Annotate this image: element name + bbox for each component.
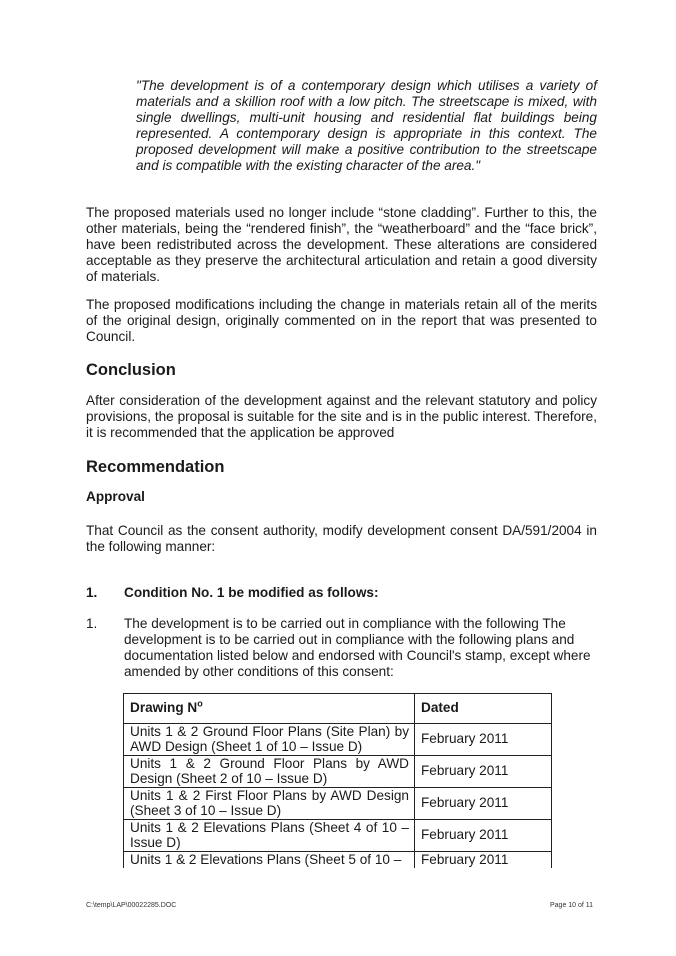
- sub-item-number: 1.: [86, 616, 98, 631]
- modifications-paragraph: The proposed modifications including the change in materials retain all of the merits of the original design, originally commented on in the report that was presented to Council.: [86, 297, 597, 344]
- table-row: [124, 852, 552, 869]
- drawing-cell: Units 1 & 2 Elevations Plans (Sheet 5 of 10 –: [124, 852, 415, 869]
- footer-page-number: Page 10 of 11: [550, 902, 594, 909]
- conclusion-heading: Conclusion: [86, 361, 176, 379]
- recommendation-heading: Recommendation: [86, 458, 225, 476]
- drawings-table: [123, 693, 552, 868]
- sub-item-text: The development is to be carried out in compliance with the following The development is to be carried out in compliance with the following plans and documentation listed below and endorsed with Council's stamp, except where amended by other conditions of this consent:: [124, 616, 591, 679]
- quoted-assessment: "The development is of a contemporary design which utilises a variety of materials and a skillion roof with a low pitch. The streetscape is mixed, with single dwellings, multi-unit housing and residential flat buildings being represented. A contemporary design is appropriate in this context. The proposed development will make a positive contribution to the streetscape and is compatible with the existing character of the area.": [136, 78, 597, 173]
- dated-cell: February 2011: [415, 820, 552, 852]
- drawing-cell: Units 1 & 2 Ground Floor Plans (Site Plan) by AWD Design (Sheet 1 of 10 – Issue D): [124, 724, 415, 756]
- drawing-cell: Units 1 & 2 Ground Floor Plans by AWD Design (Sheet 2 of 10 – Issue D): [124, 756, 415, 788]
- materials-paragraph: The proposed materials used no longer include “stone cladding”. Further to this, the other materials, being the “rendered finish”, the “weatherboard” and the “face brick”, have been redistributed across the development. These alterations are considered acceptable as they preserve the architectural articulation and retain a good diversity of materials.: [86, 205, 597, 284]
- dated-cell: February 2011: [415, 724, 552, 756]
- table-header-row: [124, 694, 552, 724]
- approval-heading: Approval: [86, 489, 145, 504]
- condition-title: Condition No. 1 be modified as follows:: [124, 585, 379, 600]
- table-row: [124, 756, 552, 788]
- council-paragraph: That Council as the consent authority, modify development consent DA/591/2004 in the following manner:: [86, 523, 597, 554]
- dated-cell: February 2011: [415, 788, 552, 820]
- table-row: [124, 724, 552, 756]
- footer-file-path: C:\temp\LAP\00022285.DOC: [86, 902, 177, 909]
- table-row: [124, 788, 552, 820]
- condition-number: 1.: [86, 585, 98, 600]
- table-row: [124, 820, 552, 852]
- conclusion-paragraph: After consideration of the development against and the relevant statutory and policy provisions, the proposal is suitable for the site and is in the public interest. Therefore, it is recommended that the application be approved: [86, 393, 597, 440]
- drawing-cell: Units 1 & 2 First Floor Plans by AWD Design (Sheet 3 of 10 – Issue D): [124, 788, 415, 820]
- dated-cell: February 2011: [415, 852, 552, 869]
- dated-column-header: Dated: [415, 694, 552, 724]
- drawing-cell: Units 1 & 2 Elevations Plans (Sheet 4 of 10 – Issue D): [124, 820, 415, 852]
- drawing-column-header: Drawing $N^o$: [124, 694, 415, 724]
- dated-cell: February 2011: [415, 756, 552, 788]
